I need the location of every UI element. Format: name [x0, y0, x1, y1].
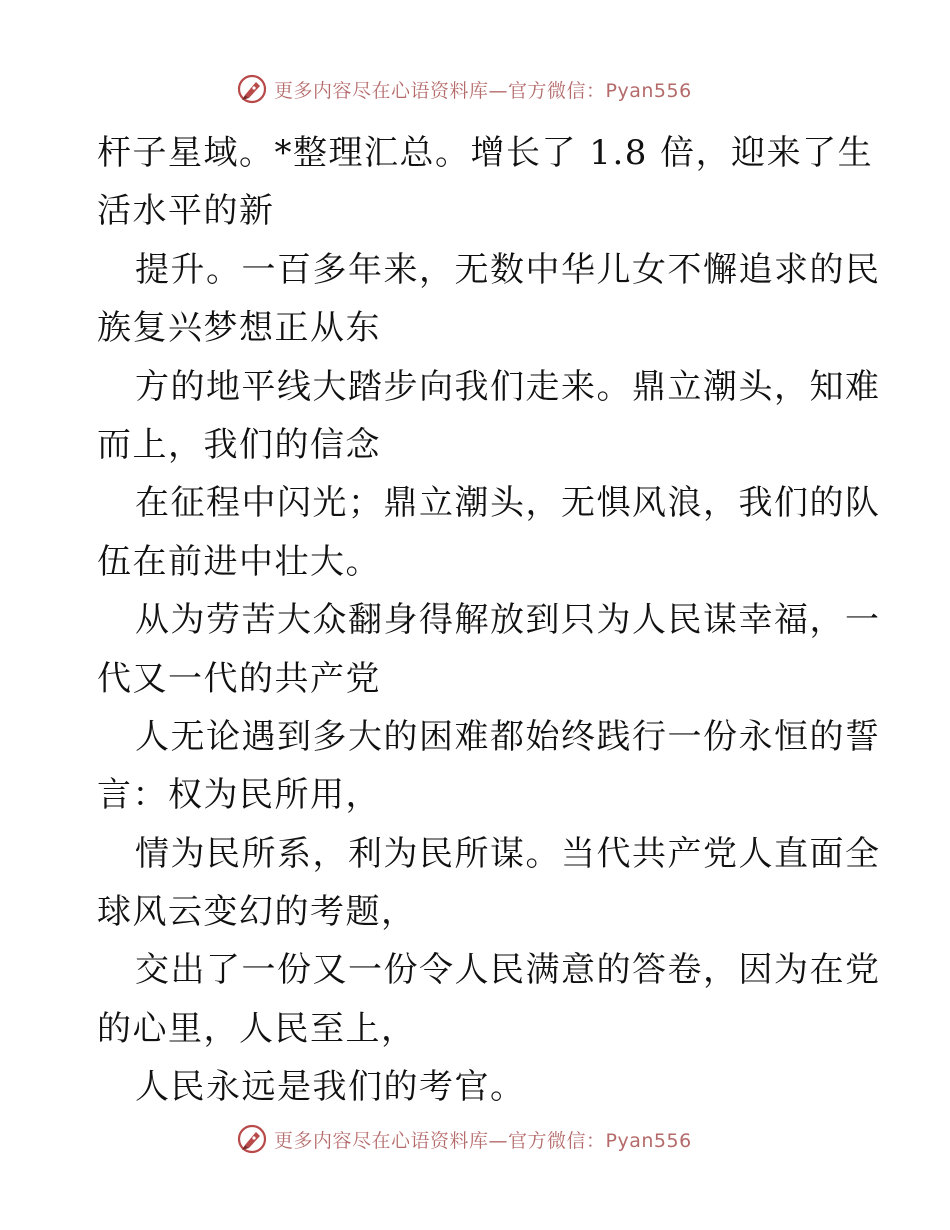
text-line: 伍在前进中壮大。 — [97, 541, 381, 582]
text-line: 活水平的新 — [97, 191, 275, 232]
footer-watermark — [236, 1121, 692, 1157]
body-text — [97, 124, 881, 1117]
text-line: 方的地平线大踏步向我们走来。鼎立潮头，知难 — [135, 366, 881, 407]
text-line: 交出了一份又一份令人民满意的答卷，因为在党 — [135, 950, 881, 991]
text-line: 情为民所系，利为民所谋。当代共产党人直面全 — [135, 833, 881, 874]
text-line: 提升。一百多年来，无数中华儿女不懈追求的民 — [135, 249, 881, 290]
text-line: 球风云变幻的考题， — [97, 892, 417, 933]
footer-brand-text: 更多内容尽在心语资料库—官方微信：Pyan556 — [274, 1129, 692, 1152]
text-line: 而上，我们的信念 — [97, 424, 381, 465]
header-watermark — [236, 71, 692, 107]
text-line: 杆子星域。*整理汇总。增长了 1.8 倍，迎来了生 — [97, 133, 874, 173]
text-line: 从为劳苦大众翻身得解放到只为人民谋幸福，一 — [135, 600, 881, 641]
pen-nib-logo-icon — [236, 73, 268, 105]
text-line: 言：权为民所用， — [97, 775, 381, 816]
pen-nib-logo-icon — [236, 1123, 268, 1155]
text-line: 人无论遇到多大的困难都始终践行一份永恒的誓 — [135, 716, 881, 757]
text-line: 族复兴梦想正从东 — [97, 308, 381, 349]
text-line: 代又一代的共产党 — [97, 658, 381, 699]
text-line: 在征程中闪光；鼎立潮头，无惧风浪，我们的队 — [135, 483, 881, 524]
text-line: 人民永远是我们的考官。 — [135, 1067, 526, 1108]
header-brand-text: 更多内容尽在心语资料库—官方微信：Pyan556 — [274, 79, 692, 102]
text-line: 的心里，人民至上， — [97, 1008, 417, 1049]
